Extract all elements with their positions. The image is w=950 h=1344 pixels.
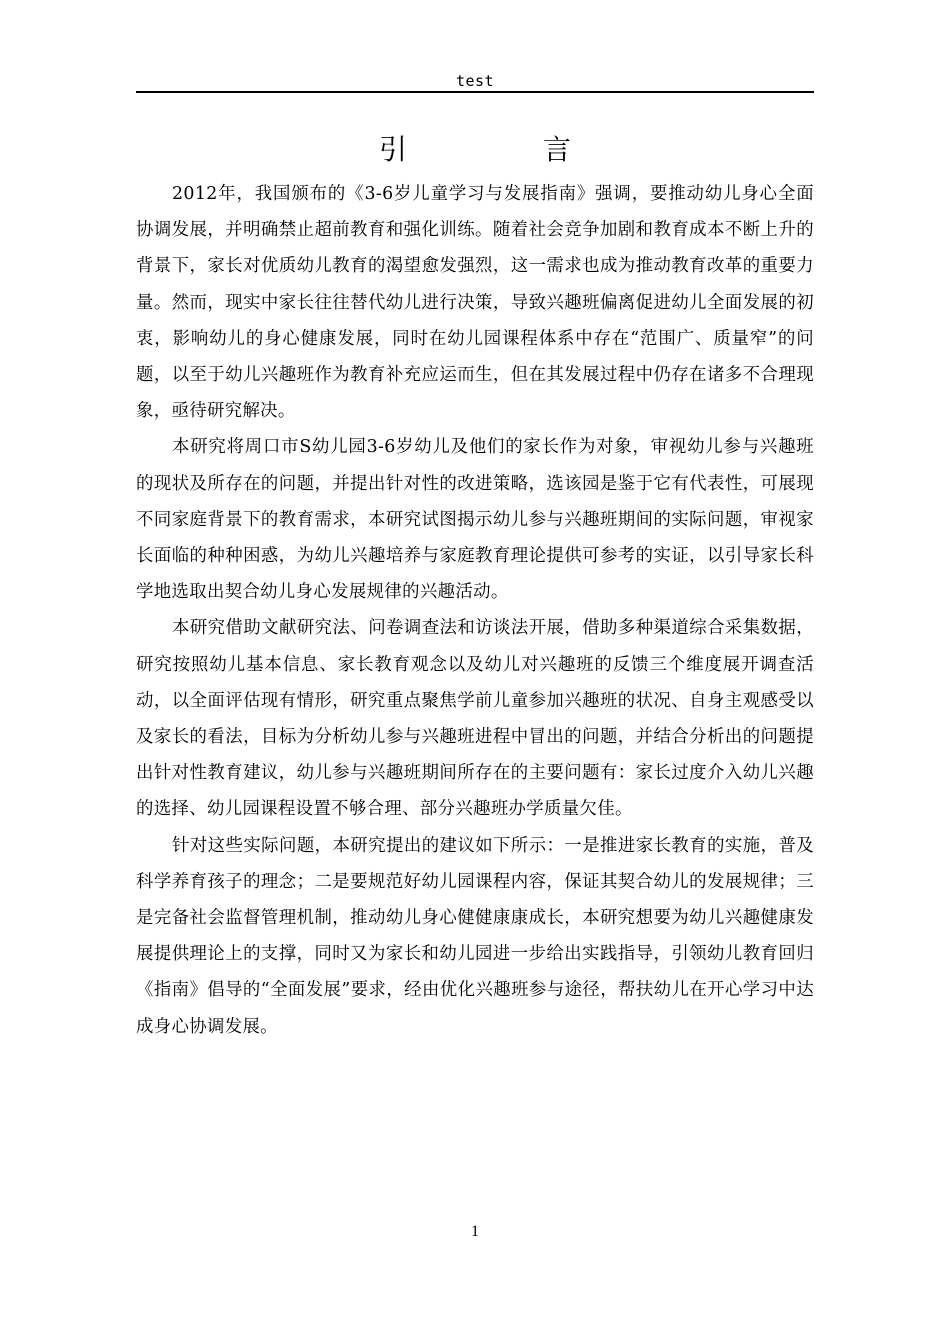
paragraph-2: 本研究将周口市S幼儿园3-6岁幼儿及他们的家长作为对象，审视幼儿参与兴趣班的现状及所存在的问题，并提出针对性的改进策略，选该园是鉴于它有代表性，可展现不同家庭背景下的教育需求，本研究试图揭示幼儿参与兴趣班期间的实际问题，审视家长面临的种种困惑，为幼儿兴趣培养与家庭教育理论提供可参考的实证，以引导家长科学地选取出契合幼儿身心发展规律的兴趣活动。 <box>136 437 814 603</box>
header-divider <box>136 91 814 93</box>
paragraph-4: 针对这些实际问题，本研究提出的建议如下所示：一是推进家长教育的实施，普及科学养育孩子的理念；二是要规范好幼儿园课程内容，保证其契合幼儿的发展规律；三是完备社会监督管理机制，推动幼儿身心健健康康成长，本研究想要为幼儿兴趣健康发展提供理论上的支撑，同时又为家长和幼儿园进一步给出实践指导，引领幼儿教育回归《指南》倡导的“全面发展”要求，经由优化兴趣班参与途径，帮扶幼儿在开心学习中达成身心协调发展。 <box>136 835 814 1037</box>
page-number: 1 <box>471 1223 479 1240</box>
page-title: 引 言 <box>378 133 625 166</box>
paragraph-3: 本研究借助文献研究法、问卷调查法和访谈法开展，借助多种渠道综合采集数据，研究按照幼儿基本信息、家长教育观念以及幼儿对兴趣班的反馈三个维度展开调查活动，以全面评估现有情形，研究重点聚焦学前儿童参加兴趣班的状况、自身主观感受以及家长的看法，目标为分析幼儿参与兴趣班进程中冒出的问题，并结合分析出的问题提出针对性教育建议，幼儿参与兴趣班期间所存在的主要问题有：家长过度介入幼儿兴趣的选择、幼儿园课程设置不够合理、部分兴趣班办学质量欠佳。 <box>136 618 814 820</box>
paragraph-1: 2012年，我国颁布的《3-6岁儿童学习与发展指南》强调，要推动幼儿身心全面协调发展，并明确禁止超前教育和强化训练。随着社会竞争加剧和教育成本不断上升的背景下，家长对优质幼儿教育的渴望愈发强烈，这一需求也成为推动教育改革的重要力量。然而，现实中家长往往替代幼儿进行决策，导致兴趣班偏离促进幼儿全面发展的初衷，影响幼儿的身心健康发展，同时在幼儿园课程体系中存在“范围广、质量窄”的问题，以至于幼儿兴趣班作为教育补充应运而生，但在其发展过程中仍存在诸多不合理现象，亟待研究解决。 <box>136 184 814 422</box>
page-header: test <box>455 72 495 90</box>
body-text <box>136 176 814 1045</box>
